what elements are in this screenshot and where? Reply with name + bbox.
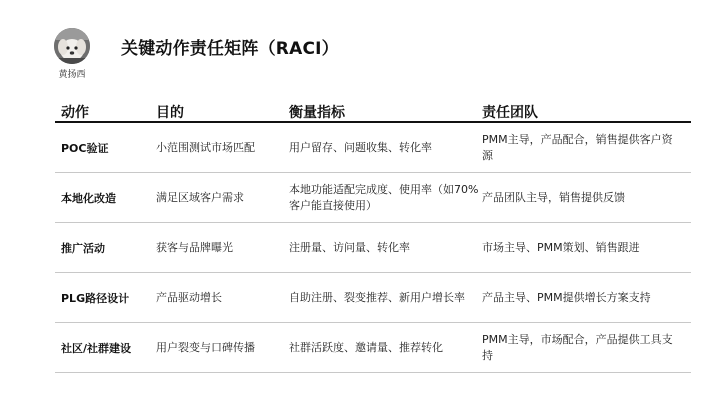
column-header-action: 动作	[61, 105, 89, 121]
table-row	[55, 323, 691, 373]
cell-action: 本地化改造	[61, 191, 116, 205]
avatar	[54, 28, 90, 64]
cell-metrics: 注册量、访问量、转化率	[289, 240, 410, 254]
page-title: 关键动作责任矩阵（RACI）	[121, 39, 339, 59]
raci-table	[55, 101, 691, 373]
cell-purpose: 用户裂变与口碑传播	[156, 340, 255, 354]
table-row	[55, 123, 691, 173]
cell-team: 产品主导、PMM提供增长方案支持	[482, 290, 651, 304]
table-header	[55, 101, 691, 123]
cell-action: POC验证	[61, 141, 109, 155]
cell-purpose: 获客与品牌曝光	[156, 240, 233, 254]
cell-action: PLG路径设计	[61, 291, 130, 305]
cell-action: 推广活动	[61, 241, 105, 255]
cell-team: 市场主导、PMM策划、销售跟进	[482, 240, 640, 254]
cell-purpose: 小范围测试市场匹配	[156, 140, 255, 154]
cell-action: 社区/社群建设	[61, 341, 132, 355]
author-name: 黄扬西	[58, 70, 86, 80]
cell-purpose: 产品驱动增长	[156, 290, 222, 304]
column-header-team: 责任团队	[482, 105, 538, 121]
cell-purpose: 满足区域客户需求	[156, 190, 244, 204]
table-row	[55, 173, 691, 223]
table-row	[55, 273, 691, 323]
table-row	[55, 223, 691, 273]
avatar-dog-image	[54, 28, 90, 64]
cell-metrics: 自助注册、裂变推荐、新用户增长率	[289, 290, 465, 304]
cell-team: 产品团队主导，销售提供反馈	[482, 190, 625, 204]
column-header-metrics: 衡量指标	[289, 105, 345, 121]
cell-team: PMM主导，市场配合，产品提供工具支持	[482, 332, 673, 362]
cell-team: PMM主导，产品配合，销售提供客户资源	[482, 132, 673, 162]
cell-metrics: 本地功能适配完成度、使用率（如70% 客户能直接使用）	[289, 182, 479, 212]
cell-metrics: 用户留存、问题收集、转化率	[289, 140, 432, 154]
cell-metrics: 社群活跃度、邀请量、推荐转化	[289, 340, 443, 354]
column-header-purpose: 目的	[156, 105, 184, 121]
